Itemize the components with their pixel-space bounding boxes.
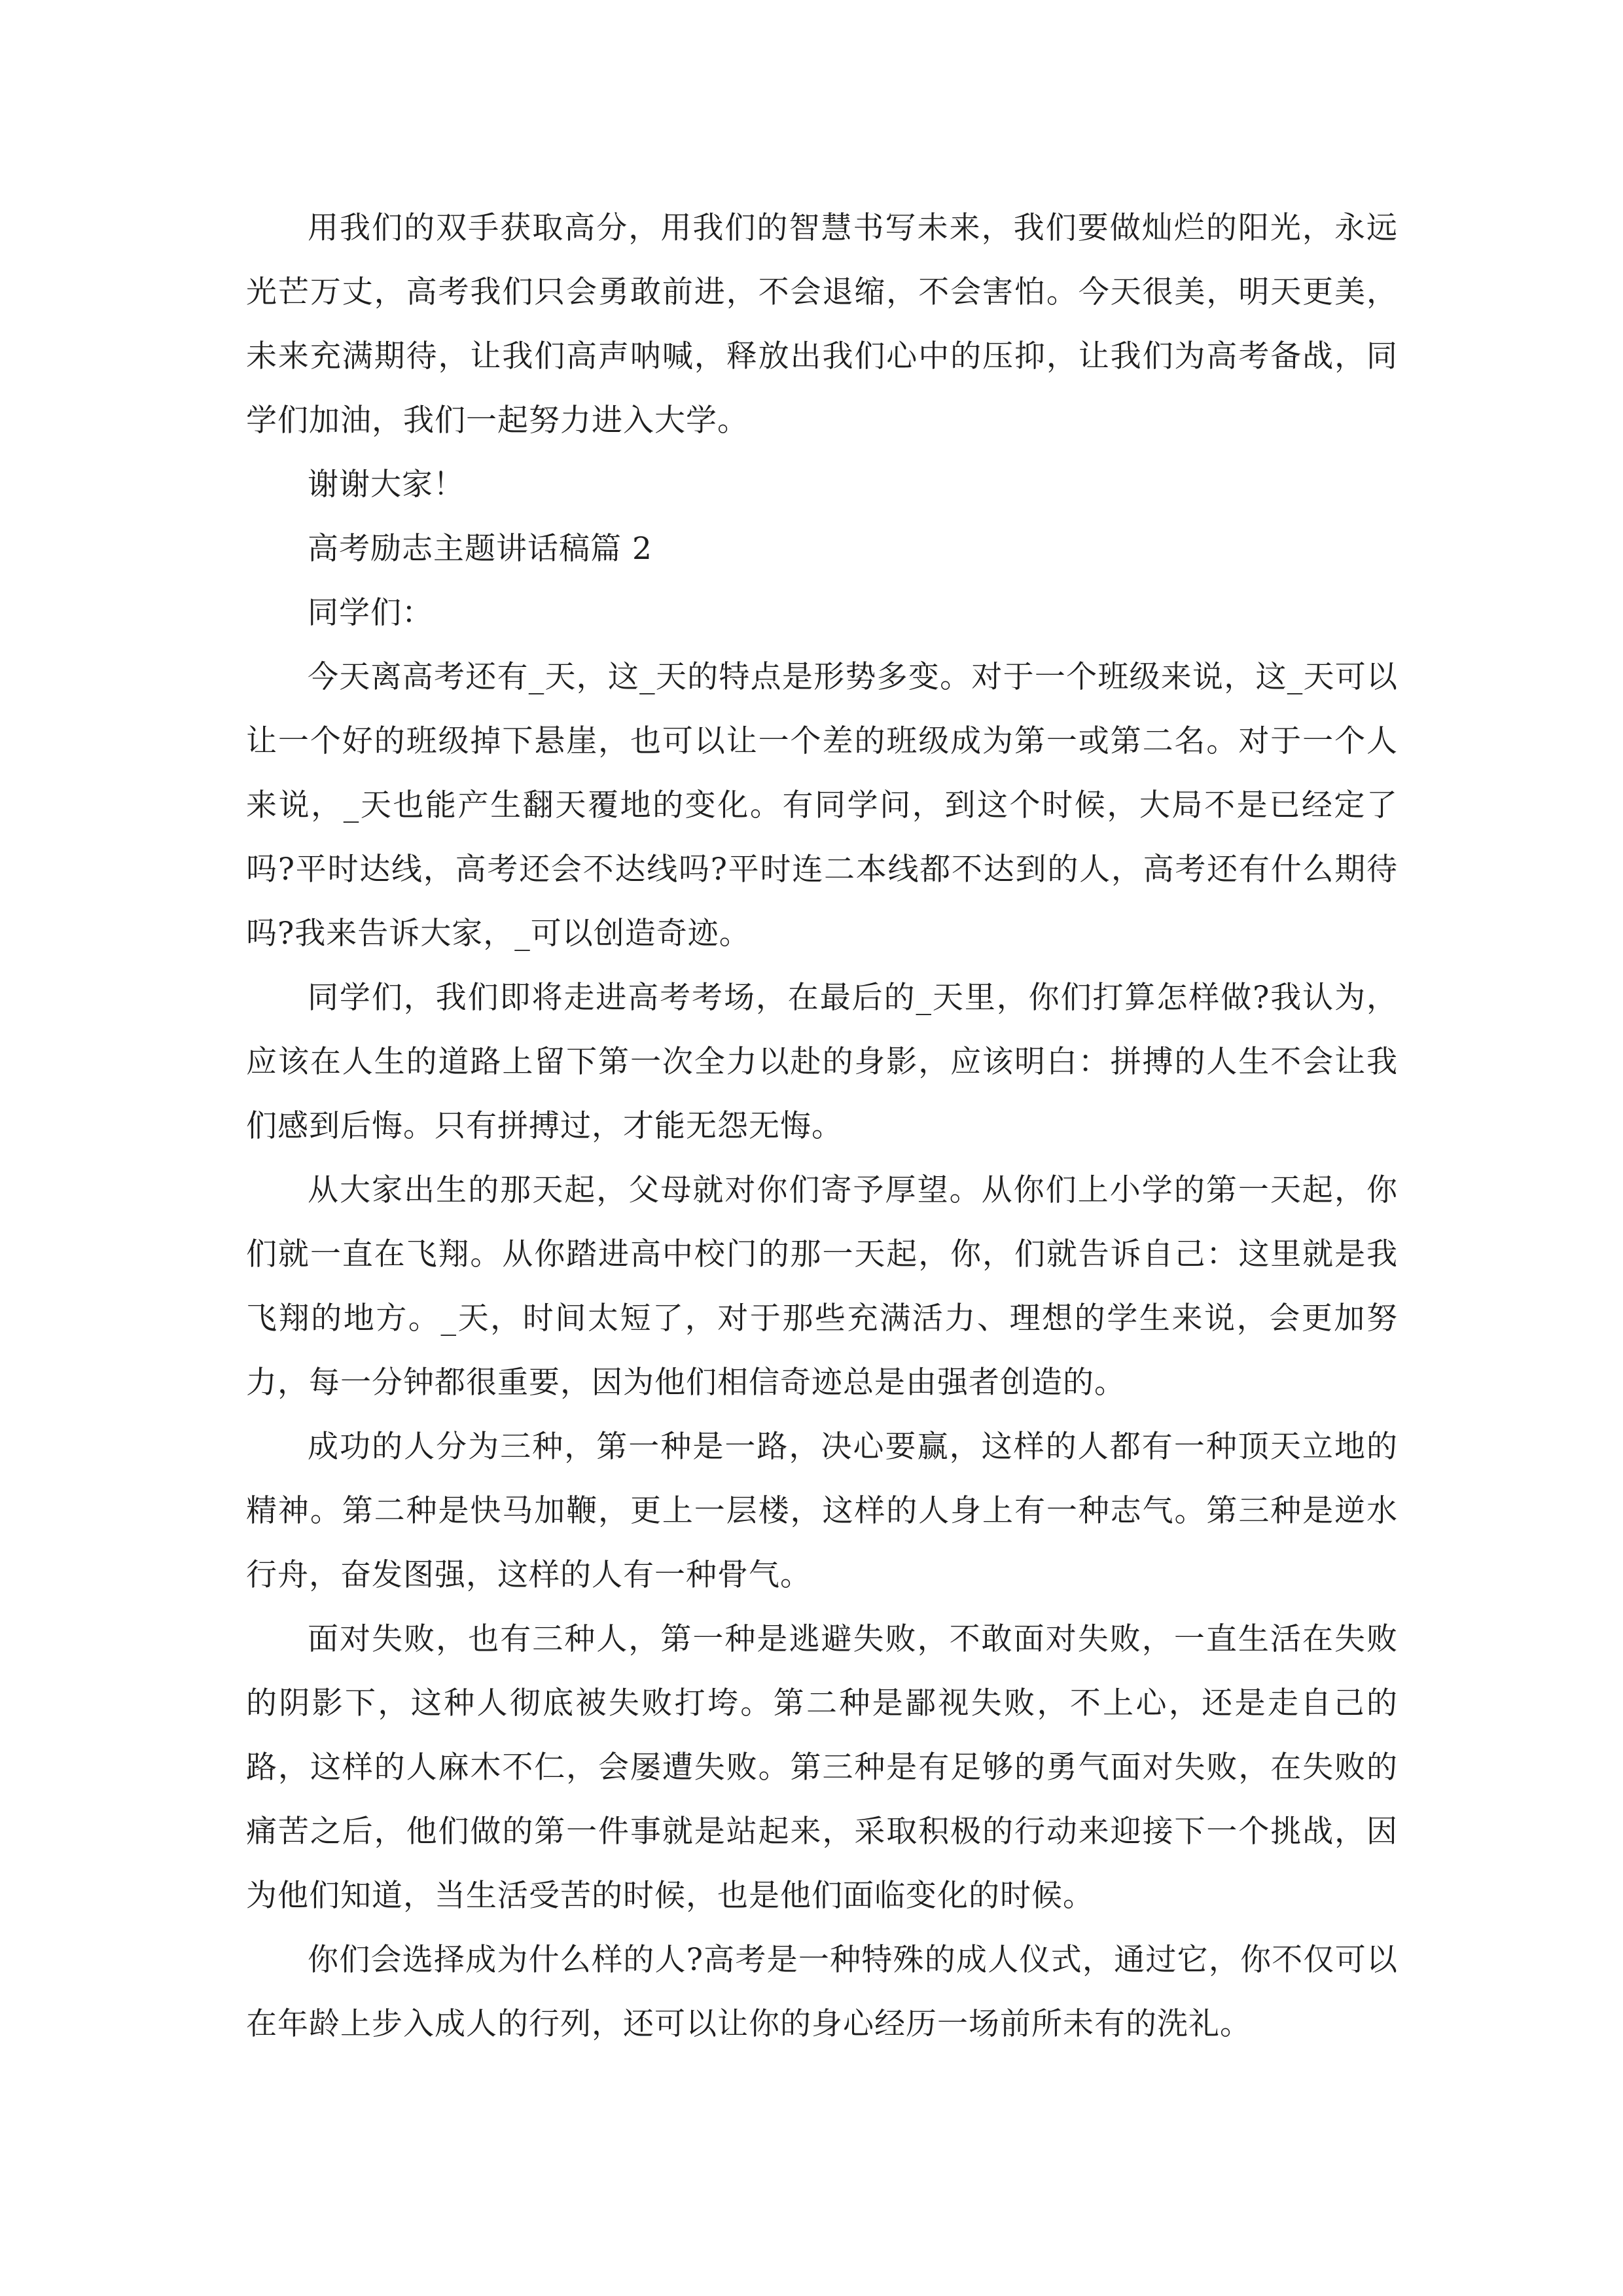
- document-body: [246, 196, 1398, 2056]
- paragraph-3: 同学们，我们即将走进高考考场，在最后的_天里，你们打算怎样做?我认为，应该在人生的道路上留下第一次全力以赴的身影，应该明白：拼搏的人生不会让我们感到后悔。只有拼搏过，才能无怨无悔。: [246, 980, 1398, 1144]
- paragraph-5: 成功的人分为三种，第一种是一路，决心要赢，这样的人都有一种顶天立地的精神。第二种是快马加鞭，更上一层楼，这样的人身上有一种志气。第三种是逆水行舟，奋发图强，这样的人有一种骨气。: [246, 1429, 1398, 1593]
- paragraph-thanks: 谢谢大家！: [308, 467, 465, 503]
- paragraph-4: 从大家出生的那天起，父母就对你们寄予厚望。从你们上小学的第一天起，你们就一直在飞翔。从你踏进高中校门的那一天起，你，们就告诉自己：这里就是我飞翔的地方。_天，时间太短了，对于那些充满活力、理想的学生来说，会更加努力，每一分钟都很重要，因为他们相信奇迹总是由强者创造的。: [246, 1172, 1398, 1401]
- section-heading: 高考励志主题讲话稿篇 2: [308, 531, 652, 567]
- paragraph-6: 面对失败，也有三种人，第一种是逃避失败，不敢面对失败，一直生活在失败的阴影下，这种人彻底被失败打垮。第二种是鄙视失败，不上心，还是走自己的路，这样的人麻木不仁，会屡遭失败。第三种是有足够的勇气面对失败，在失败的痛苦之后，他们做的第一件事就是站起来，采取积极的行动来迎接下一个挑战，因为他们知道，当生活受苦的时候，也是他们面临变化的时候。: [246, 1621, 1398, 1914]
- salutation: 同学们：: [308, 595, 433, 631]
- paragraph-1: 用我们的双手获取高分，用我们的智慧书写未来，我们要做灿烂的阳光，永远光芒万丈，高考我们只会勇敢前进，不会退缩，不会害怕。今天很美，明天更美，未来充满期待，让我们高声呐喊，释放出我们心中的压抑，让我们为高考备战，同学们加油，我们一起努力进入大学。: [246, 210, 1398, 439]
- paragraph-2: 今天离高考还有_天，这_天的特点是形势多变。对于一个班级来说，这_天可以让一个好的班级掉下悬崖，也可以让一个差的班级成为第一或第二名。对于一个人来说，_天也能产生翻天覆地的变化。有同学问，到这个时候，大局不是已经定了吗?平时达线，高考还会不达线吗?平时连二本线都不达到的人，高考还有什么期待吗?我来告诉大家，_可以创造奇迹。: [246, 659, 1398, 952]
- paragraph-7: 你们会选择成为什么样的人?高考是一种特殊的成人仪式，通过它，你不仅可以在年龄上步入成人的行列，还可以让你的身心经历一场前所未有的洗礼。: [246, 1942, 1398, 2042]
